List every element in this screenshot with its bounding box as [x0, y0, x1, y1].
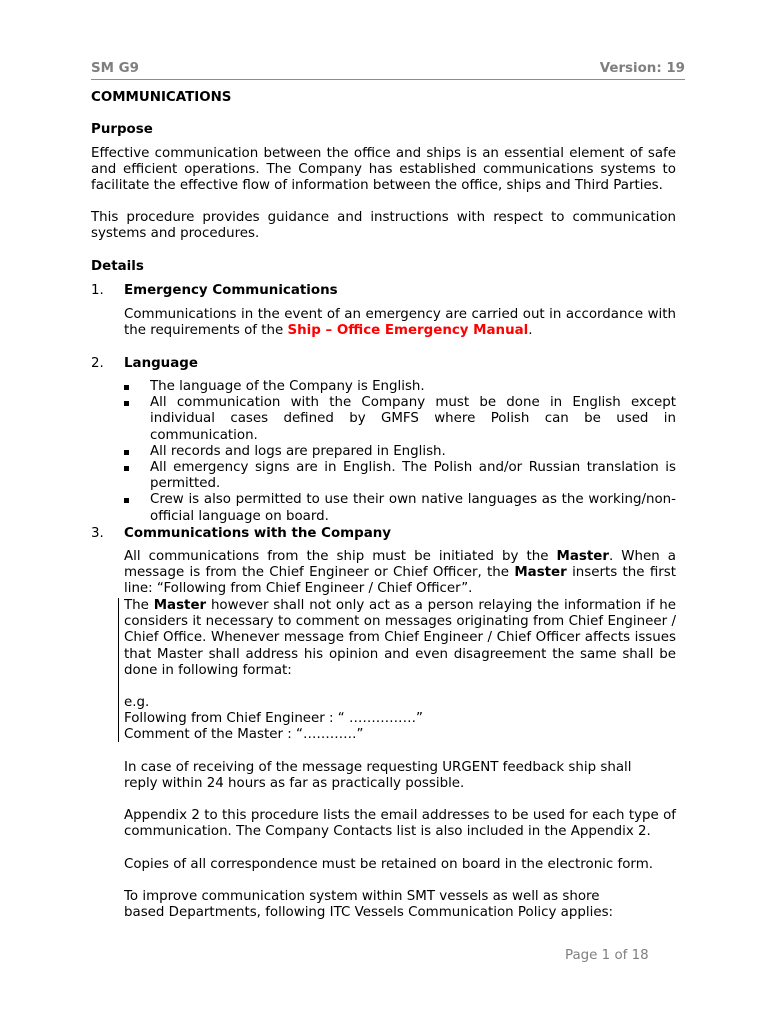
list-item: All records and logs are prepared in English. — [124, 444, 676, 460]
document-code: SM G9 — [91, 61, 139, 76]
bullet-icon — [124, 385, 129, 390]
section-1-paragraph: Communications in the event of an emergency are carried out in accordance with the requirements of the Ship – Office Emergency Manual. — [124, 307, 676, 339]
section-3-paragraph-4: Appendix 2 to this procedure lists the email addresses to be used for each type of communication. The Company Contacts list is also included in the Appendix 2. — [124, 808, 676, 840]
purpose-heading: Purpose — [91, 122, 153, 137]
section-2-number: 2. — [91, 356, 104, 371]
section-1-number: 1. — [91, 283, 104, 298]
page-number: Page 1 of 18 — [565, 948, 649, 963]
section-3-paragraph-5: Copies of all correspondence must be retained on board in the electronic form. — [124, 857, 654, 872]
example-label: e.g. — [124, 695, 150, 710]
section-2-title: Language — [124, 356, 198, 371]
list-item: The language of the Company is English. — [124, 379, 676, 395]
section-3-paragraph-3: In case of receiving of the message requesting URGENT feedback ship shall reply within 24 hours as far as practically possible. — [124, 760, 632, 792]
bullet-icon — [124, 498, 129, 503]
example-line-1: Following from Chief Engineer : “ ……………” — [124, 711, 423, 726]
section-1-title: Emergency Communications — [124, 283, 338, 298]
list-item: Crew is also permitted to use their own native languages as the working/non-official language on board. — [124, 492, 676, 524]
list-item: All communication with the Company must be done in English except individual cases defined by GMFS where Polish can be used in communication. — [124, 395, 676, 444]
section-3-title: Communications with the Company — [124, 526, 392, 541]
bullet-icon — [124, 450, 129, 455]
revision-change-bar — [118, 598, 119, 742]
list-item: All emergency signs are in English. The Polish and/or Russian translation is permitted. — [124, 460, 676, 492]
bullet-icon — [124, 401, 129, 406]
example-line-2: Comment of the Master : “…………” — [124, 727, 364, 742]
purpose-paragraph-1: Effective communication between the office and ships is an essential element of safe and efficient operations. The Company has established communications systems to facilitate the effective flow of information between the office, ships and Third Parties. — [91, 146, 676, 194]
section-3-paragraph-6: To improve communication system within SMT vessels as well as shore based Departments, following ITC Vessels Communication Policy applies: — [124, 889, 614, 921]
section-3-paragraph-2: The Master however shall not only act as a person relaying the information if he considers it necessary to comment on messages originating from Chief Engineer / Chief Office. Whenever message from Chief Engineer / Chief Officer affects issues that Master shall address his opinion and even disagreement the same shall be done in following format: — [124, 598, 676, 678]
details-heading: Details — [91, 259, 144, 274]
emergency-manual-reference: Ship – Office Emergency Manual — [287, 323, 529, 339]
section-3-paragraph-1: All communications from the ship must be initiated by the Master. When a message is from the Chief Engineer or Chief Officer, the Master inserts the first line: “Following from Chief Engineer / Chief Officer”. — [124, 549, 676, 597]
language-bullet-list — [124, 379, 676, 525]
bullet-icon — [124, 466, 129, 471]
version-label: Version: 19 — [599, 61, 685, 76]
document-title: COMMUNICATIONS — [91, 90, 232, 105]
page-header — [91, 61, 685, 80]
purpose-paragraph-2: This procedure provides guidance and instructions with respect to communication systems and procedures. — [91, 210, 676, 242]
section-3-number: 3. — [91, 526, 104, 541]
